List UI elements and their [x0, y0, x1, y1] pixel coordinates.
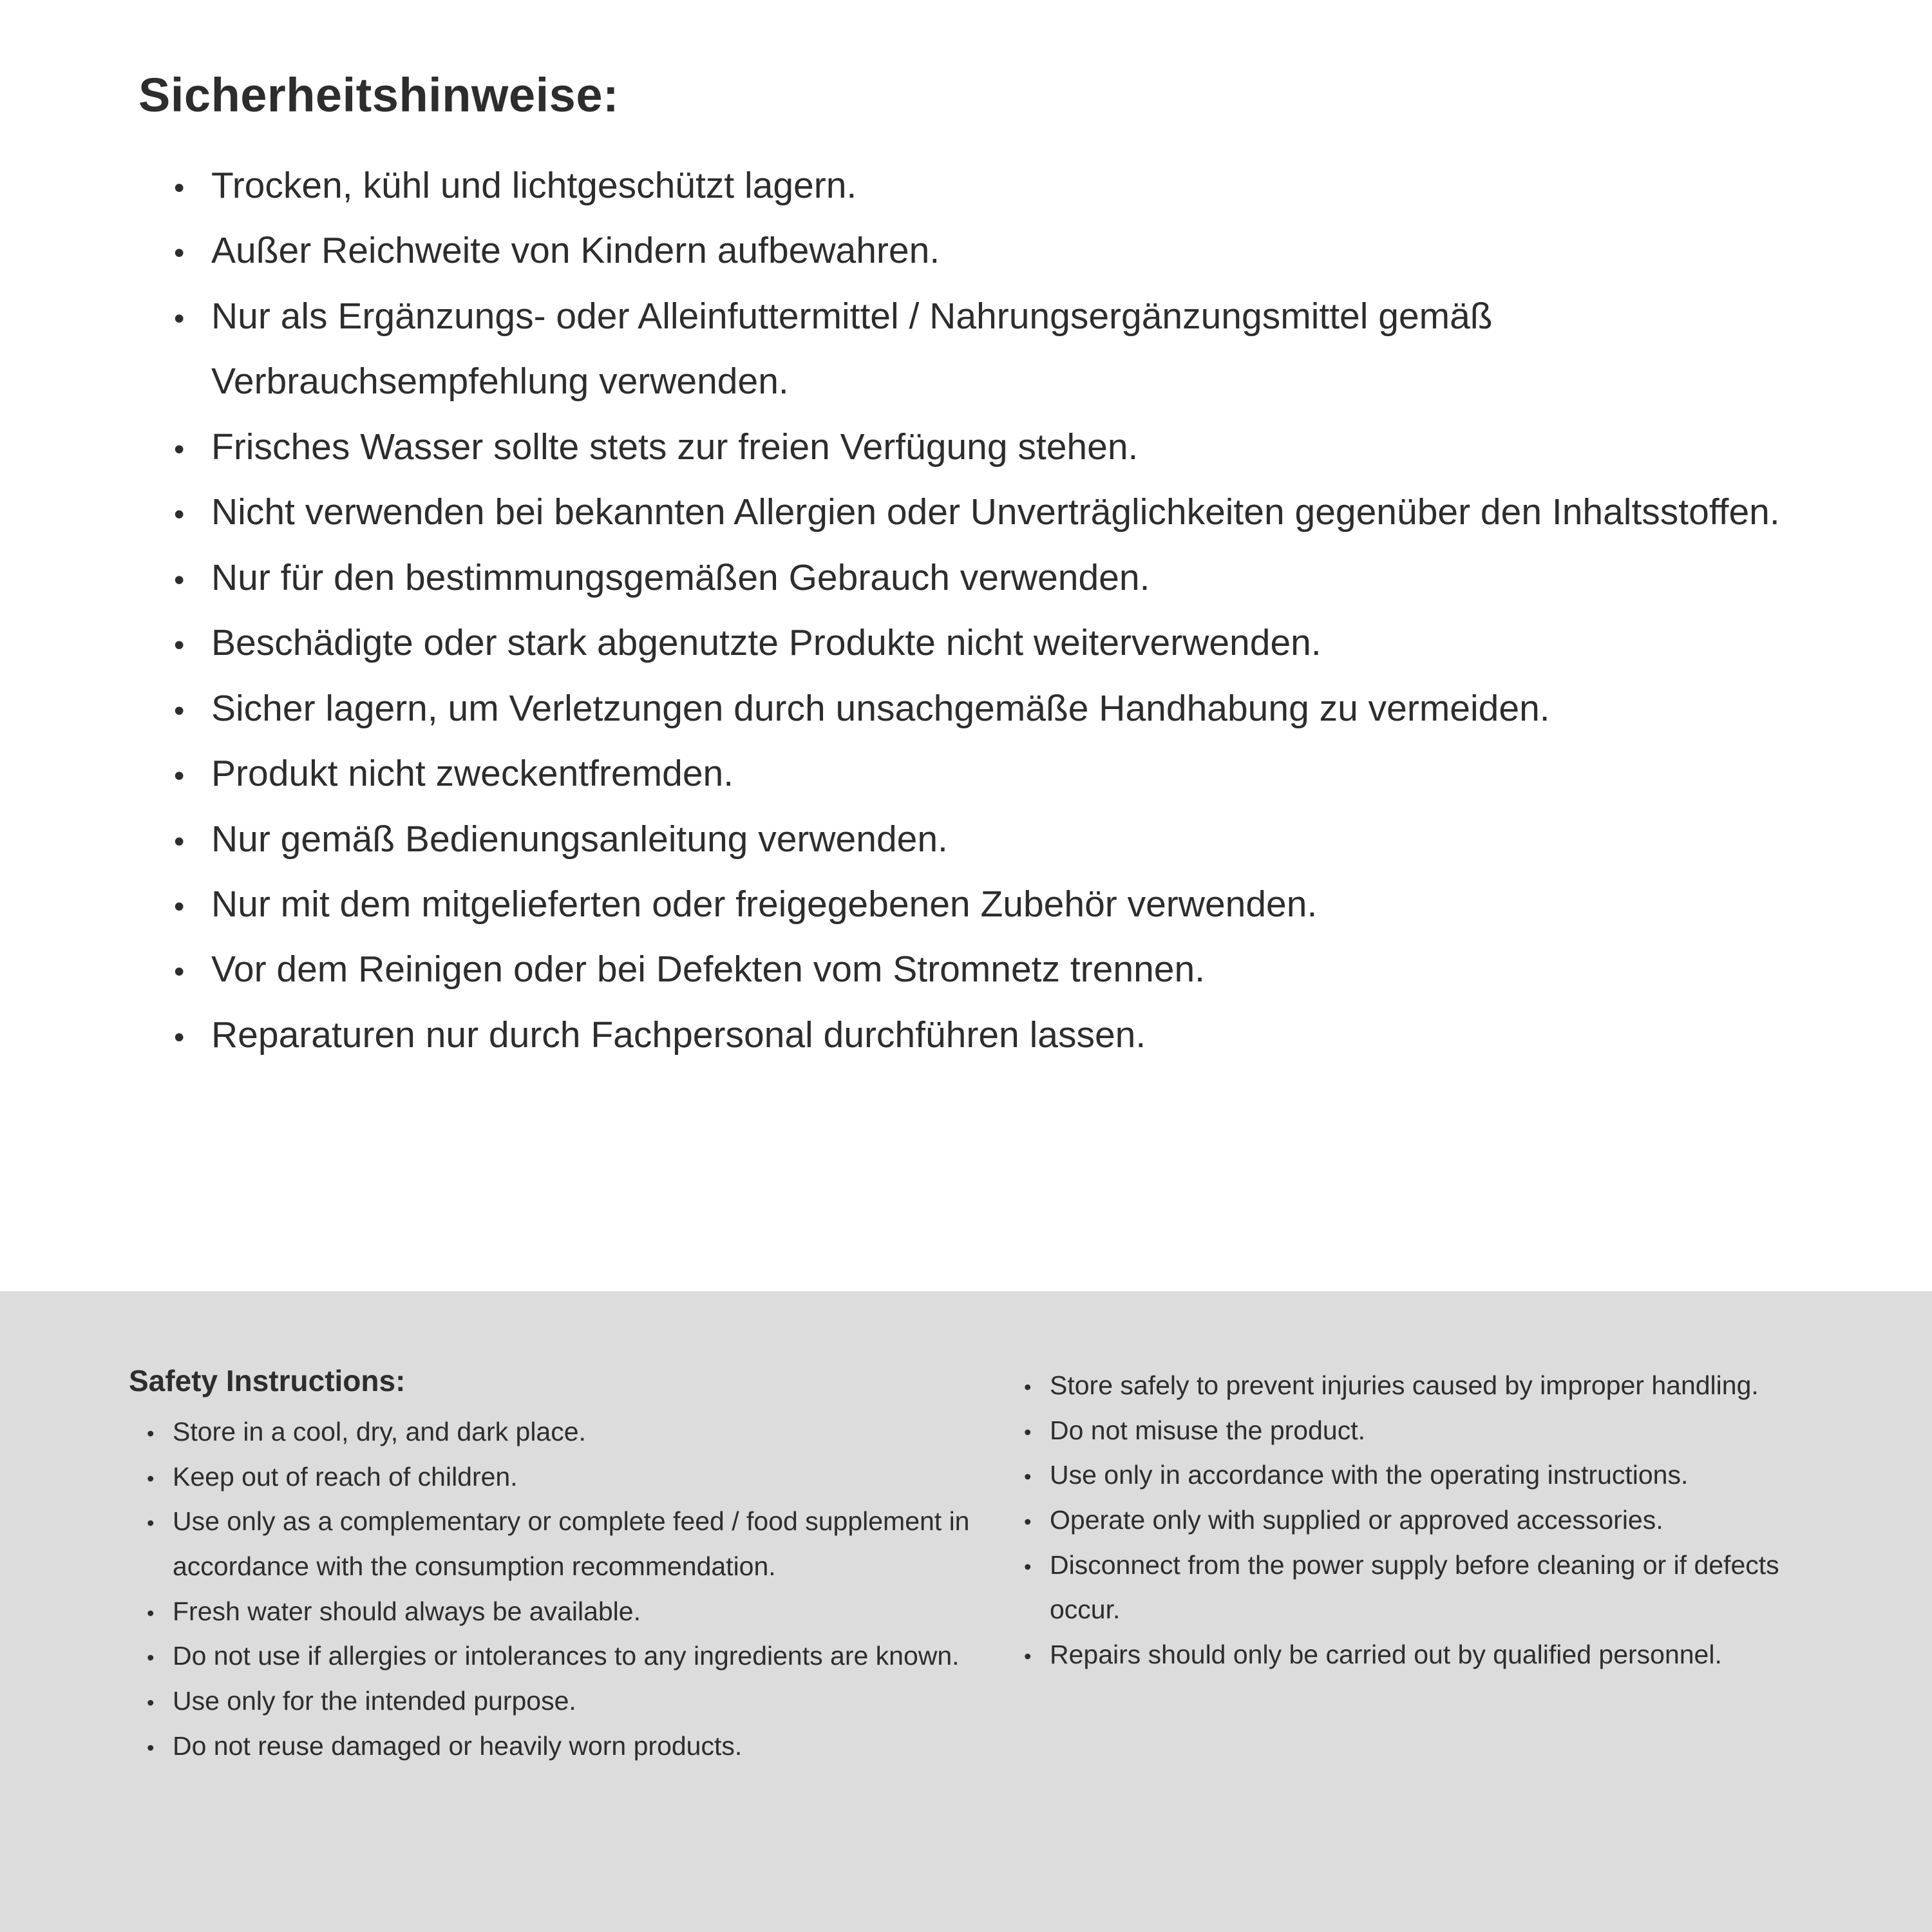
- german-safety-list: [138, 153, 1790, 1068]
- list-item: • Use only in accordance with the operating instructions.: [1024, 1453, 1835, 1498]
- list-item: • Nur als Ergänzungs- oder Alleinfuttermittel / Nahrungsergänzungsmittel gemäß Verbrauchsempfehlung verwenden.: [174, 284, 1790, 415]
- english-left-column: [129, 1363, 1024, 1769]
- list-item: • Produkt nicht zweckentfremden.: [174, 741, 1790, 806]
- english-safety-list-right: [1024, 1363, 1835, 1678]
- list-item: • Beschädigte oder stark abgenutzte Produkte nicht weiterverwenden.: [174, 611, 1790, 676]
- list-item: • Nur gemäß Bedienungsanleitung verwenden.: [174, 807, 1790, 872]
- list-item: • Reparaturen nur durch Fachpersonal durchführen lassen.: [174, 1003, 1790, 1068]
- english-safety-section: [0, 1291, 1932, 1932]
- list-item: • Use only as a complementary or complete feed / food supplement in accordance with the consumption recommendation.: [147, 1499, 1024, 1589]
- english-safety-list-left: [129, 1410, 1024, 1769]
- list-item: • Nicht verwenden bei bekannten Allergien oder Unverträglichkeiten gegenüber den Inhaltsstoffen.: [174, 480, 1790, 545]
- list-item: • Operate only with supplied or approved accessories.: [1024, 1498, 1835, 1543]
- list-item: • Sicher lagern, um Verletzungen durch unsachgemäße Handhabung zu vermeiden.: [174, 676, 1790, 741]
- list-item: • Keep out of reach of children.: [147, 1455, 1024, 1500]
- list-item: • Vor dem Reinigen oder bei Defekten vom Stromnetz trennen.: [174, 937, 1790, 1002]
- list-item: • Do not reuse damaged or heavily worn products.: [147, 1724, 1024, 1769]
- list-item: • Do not use if allergies or intolerances to any ingredients are known.: [147, 1634, 1024, 1679]
- list-item: • Nur für den bestimmungsgemäßen Gebrauch verwenden.: [174, 545, 1790, 611]
- list-item: • Use only for the intended purpose.: [147, 1679, 1024, 1724]
- list-item: • Store safely to prevent injuries caused by improper handling.: [1024, 1363, 1835, 1408]
- list-item: • Do not misuse the product.: [1024, 1408, 1835, 1454]
- list-item: • Nur mit dem mitgelieferten oder freigegebenen Zubehör verwenden.: [174, 872, 1790, 937]
- list-item: • Disconnect from the power supply before cleaning or if defects occur.: [1024, 1543, 1835, 1633]
- list-item: • Außer Reichweite von Kindern aufbewahren.: [174, 218, 1790, 283]
- english-right-column: [1024, 1363, 1835, 1678]
- list-item: • Trocken, kühl und lichtgeschützt lagern.: [174, 153, 1790, 218]
- list-item: • Frisches Wasser sollte stets zur freien Verfügung stehen.: [174, 415, 1790, 480]
- german-section-title: Sicherheitshinweise:: [138, 68, 620, 122]
- english-section-title: Safety Instructions:: [129, 1364, 406, 1397]
- list-item: • Fresh water should always be available.: [147, 1589, 1024, 1634]
- list-item: • Store in a cool, dry, and dark place.: [147, 1410, 1024, 1455]
- list-item: • Repairs should only be carried out by qualified personnel.: [1024, 1633, 1835, 1678]
